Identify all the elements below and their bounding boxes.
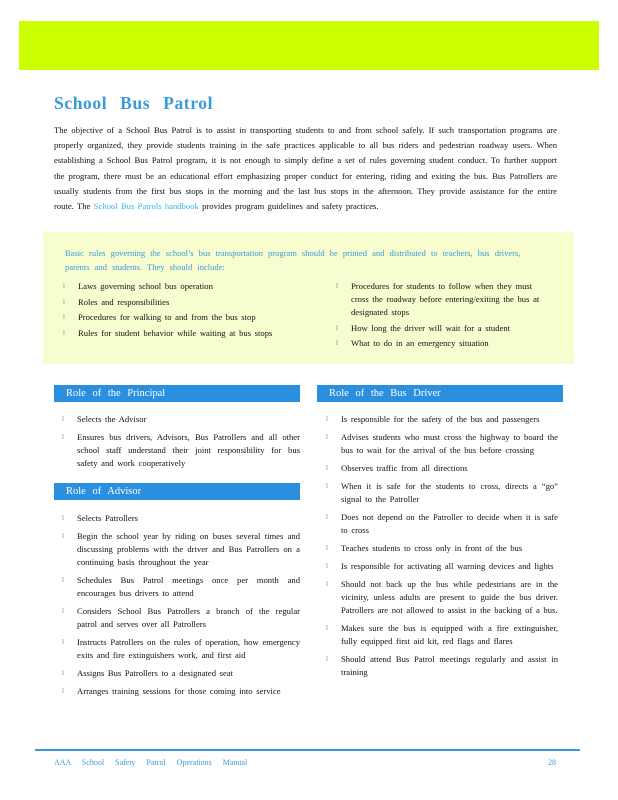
rules-item — [330, 337, 550, 350]
rules-item-text: Procedures for students to follow when they must cross the roadway before entering/exiting the bus at designated stops — [351, 281, 540, 317]
bullet-icon: l — [326, 464, 328, 472]
rules-item — [57, 311, 307, 324]
advisor-list — [56, 512, 300, 703]
principal-list — [56, 413, 300, 475]
driver-item — [320, 511, 558, 537]
principal-item-text: Ensures bus drivers, Advisors, Bus Patrollers and all other school staff understand their joint responsibility for bus safety and work cooperatively — [77, 432, 300, 468]
basic-rules-box — [43, 232, 574, 364]
driver-item — [320, 560, 558, 573]
driver-item — [320, 622, 558, 648]
bullet-icon: l — [326, 513, 328, 521]
advisor-item — [56, 512, 300, 525]
principal-header: Role of the Principal — [54, 385, 300, 402]
driver-header: Role of the Bus Driver — [317, 385, 563, 402]
driver-item-text: Is responsible for activating all warning devices and lights — [341, 561, 554, 571]
bullet-icon: l — [62, 638, 64, 646]
bullet-icon: l — [62, 576, 64, 584]
driver-item-text: Observes traffic from all directions — [341, 463, 468, 473]
driver-item — [320, 480, 558, 506]
bullet-icon: l — [62, 532, 64, 540]
bullet-icon: l — [326, 415, 328, 423]
rules-list-left — [57, 280, 307, 342]
advisor-item-text: Selects Patrollers — [77, 513, 138, 523]
driver-item — [320, 653, 558, 679]
bullet-icon: l — [336, 339, 338, 347]
driver-item-text: Should not back up the bus while pedestrians are in the vicinity, unless adults are present to guide the bus driver. Patrollers are not allowed to assist in the backing of a bus. — [341, 579, 558, 615]
bullet-icon: l — [63, 282, 65, 290]
advisor-item-text: Assigns Bus Patrollers to a designated seat — [77, 668, 234, 678]
bullet-icon: l — [62, 514, 64, 522]
driver-item — [320, 578, 558, 617]
driver-item — [320, 542, 558, 555]
bullet-icon: l — [326, 655, 328, 663]
driver-item — [320, 413, 558, 426]
rules-item-text: Procedures for walking to and from the bus stop — [78, 312, 256, 322]
advisor-item-text: Arranges training sessions for those coming into service — [77, 686, 281, 696]
bullet-icon: l — [336, 323, 338, 332]
driver-item-text: Does not depend on the Patroller to decide when it is safe to cross — [341, 512, 558, 535]
driver-item-text: Is responsible for the safety of the bus and passengers — [341, 414, 540, 424]
handbook-link[interactable]: School Bus Patrols handbook — [93, 201, 199, 212]
top-color-band — [19, 21, 599, 70]
bullet-icon: l — [62, 687, 64, 695]
driver-list — [320, 413, 558, 684]
advisor-item — [56, 530, 300, 569]
page-title: School Bus Patrol — [54, 93, 214, 113]
rules-item — [57, 296, 307, 309]
advisor-item — [56, 574, 300, 600]
driver-item — [320, 431, 558, 457]
bullet-icon: l — [326, 482, 328, 490]
advisor-item-text: Schedules Bus Patrol meetings once per month and encourages bus drivers to attend — [77, 575, 300, 598]
advisor-item-text: Begin the school year by riding on buses several times and discussing problems with the driver and Bus Patrollers on a continuing basis throughout the year — [77, 531, 300, 567]
rules-list-right — [330, 280, 550, 353]
bullet-icon: l — [62, 433, 64, 441]
bullet-icon: l — [326, 624, 328, 632]
intro-paragraph — [54, 123, 557, 214]
bullet-icon: l — [326, 433, 328, 441]
rules-item-text: Rules for student behavior while waiting at bus stops — [78, 327, 273, 338]
footer-title: AAA School Safety Patrol Operations Manual — [54, 758, 248, 767]
driver-item-text: Teaches students to cross only in front of the bus — [341, 543, 523, 553]
bullet-icon: l — [63, 297, 65, 306]
bullet-icon: l — [62, 415, 64, 423]
rules-item-text: How long the driver will wait for a student — [351, 322, 511, 333]
principal-item-text: Selects the Advisor — [77, 414, 147, 424]
principal-item — [56, 431, 300, 470]
intro-tail: provides program guidelines and safety practices. — [198, 201, 379, 212]
rules-item — [330, 322, 550, 335]
rules-item-text: Laws governing school bus operation — [78, 281, 213, 291]
bullet-icon: l — [336, 282, 338, 290]
driver-item — [320, 462, 558, 475]
advisor-item-text: Considers School Bus Patrollers a branch of the regular patrol and serves over all Patrollers — [77, 606, 300, 629]
bullet-icon: l — [62, 607, 64, 615]
driver-item-text: Should attend Bus Patrol meetings regularly and assist in training — [341, 654, 558, 677]
rules-item-text: Roles and responsibilities — [78, 296, 170, 307]
advisor-header: Role of Advisor — [54, 483, 300, 500]
bullet-icon: l — [62, 669, 64, 677]
intro-text: The objective of a School Bus Patrol is to assist in transporting students to and from school safely. If such transportation programs are properly organized, they provide students training in the safe practices applicable to all bus riders and pedestrian roadway users. When establishing a School Bus Patrol program, it is not enough to simply define a set of rules governing student conduct. To further support the program, there must be an educational effort emphasizing proper conduct for entering, riding and exiting the bus. Bus Patrollers are usually students from the first bus stops in the morning and the last bus stops in the afternoon. They provide assistance for the entire route. The — [54, 125, 557, 212]
page-number: 28 — [548, 758, 556, 767]
principal-item — [56, 413, 300, 426]
rules-item-text: What to do in an emergency situation — [351, 338, 489, 348]
advisor-item — [56, 605, 300, 631]
rules-intro: Basic rules governing the school’s bus transportation program should be printed and distributed to teachers, bus drivers, parents and students. They should include: — [65, 248, 521, 272]
bullet-icon: l — [326, 580, 328, 588]
footer-divider — [35, 749, 580, 751]
rules-item — [330, 280, 550, 319]
rules-item — [57, 280, 307, 293]
bullet-icon: l — [326, 562, 328, 570]
advisor-item — [56, 667, 300, 680]
driver-item-text: Makes sure the bus is equipped with a fire extinguisher, fully equipped first aid kit, red flags and flares — [341, 623, 558, 646]
driver-item-text: Advises students who must cross the highway to board the bus to wait for the arrival of the bus before crossing — [341, 432, 558, 455]
bullet-icon: l — [326, 544, 328, 552]
driver-item-text: When it is safe for the students to cross, directs a “go” signal to the Patroller — [341, 481, 558, 504]
advisor-item — [56, 636, 300, 662]
bullet-icon: l — [63, 313, 65, 321]
advisor-item-text: Instructs Patrollers on the rules of operation, how emergency exits and fire extinguishers work, and first aid — [77, 637, 300, 660]
bullet-icon: l — [63, 328, 65, 337]
advisor-item — [56, 685, 300, 698]
rules-item — [57, 327, 307, 340]
